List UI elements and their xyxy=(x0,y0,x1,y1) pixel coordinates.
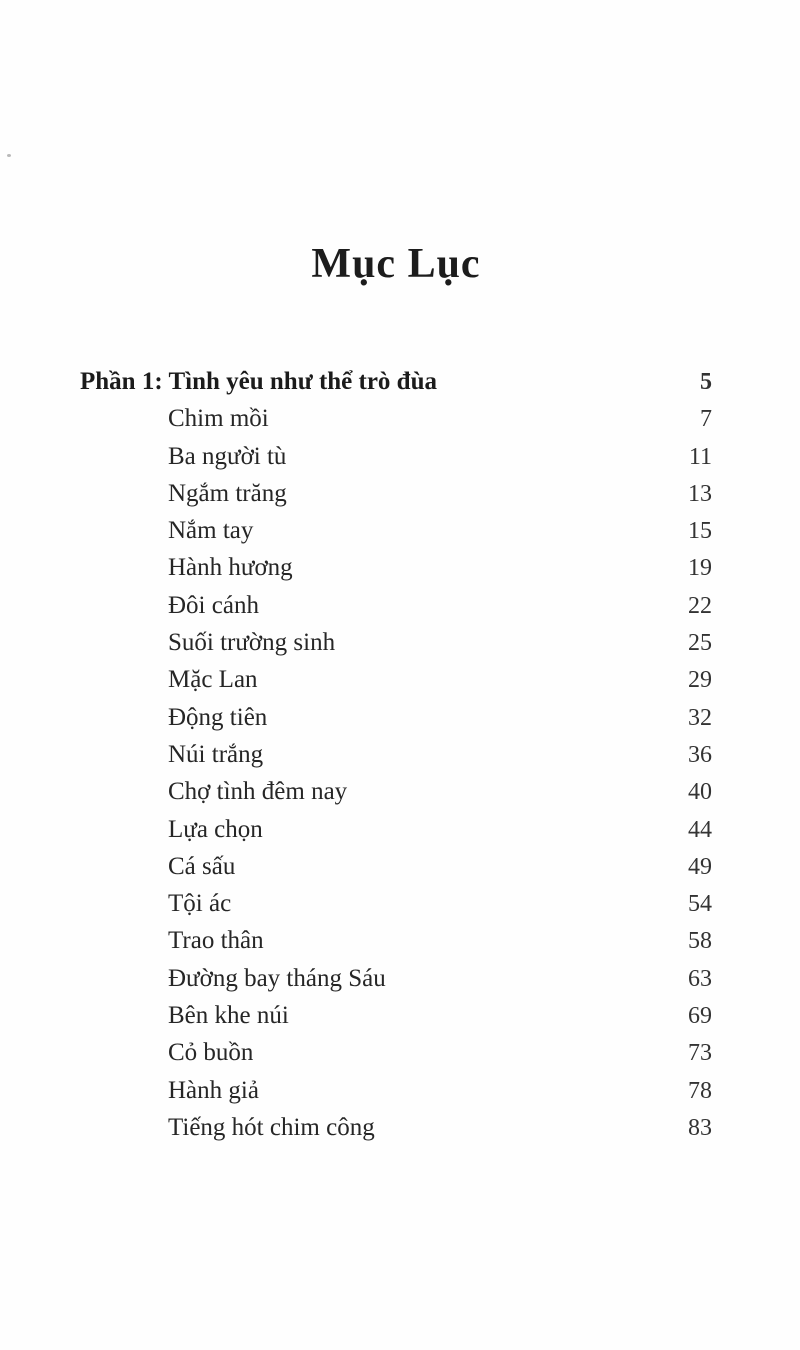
toc-part-row xyxy=(80,363,712,400)
toc-part-label: Phần 1: Tình yêu như thể trò đùa xyxy=(80,368,437,395)
toc-entry-page-number: 36 xyxy=(688,741,712,768)
toc-entry-title: Cỏ buồn xyxy=(168,1039,254,1067)
scan-artifact xyxy=(7,154,11,157)
toc-entry-title: Đường bay tháng Sáu xyxy=(168,964,386,992)
toc-entry-row xyxy=(80,624,712,661)
toc-entry-page-number: 83 xyxy=(688,1114,712,1141)
toc-entry-title: Bên khe núi xyxy=(168,1002,289,1030)
toc-entry-page-number: 29 xyxy=(688,667,712,694)
toc-entry-row xyxy=(80,475,712,512)
toc-entry-title: Đôi cánh xyxy=(168,591,259,619)
toc-entry-row xyxy=(80,848,712,885)
toc-entry-title: Ngắm trăng xyxy=(168,479,287,507)
toc-entry-row xyxy=(80,1072,712,1109)
toc-entry-title: Lựa chọn xyxy=(168,815,263,843)
toc-entry-page-number: 78 xyxy=(688,1077,712,1104)
toc-entry-title: Suối trường sinh xyxy=(168,629,336,657)
toc-entry-page-number: 15 xyxy=(688,518,712,545)
page-title: Mục Lục xyxy=(311,241,481,287)
toc-entry-row xyxy=(80,773,712,810)
toc-entry-page-number: 49 xyxy=(688,853,712,880)
toc-entry-row xyxy=(80,400,712,437)
toc-part-page-number: 5 xyxy=(700,369,712,395)
toc-entry-row xyxy=(80,512,712,549)
toc-entry-row xyxy=(80,1109,712,1146)
toc-entry-page-number: 58 xyxy=(688,928,712,955)
toc-entry-page-number: 7 xyxy=(700,406,712,433)
toc-entry-row xyxy=(80,811,712,848)
toc-entry-page-number: 25 xyxy=(688,630,712,657)
toc-entry-row xyxy=(80,922,712,959)
toc-entry-page-number: 22 xyxy=(688,592,712,619)
toc-entry-title: Chim mồi xyxy=(168,405,269,433)
toc-entry-page-number: 40 xyxy=(688,779,712,806)
toc-entry-page-number: 19 xyxy=(688,555,712,582)
table-of-contents xyxy=(80,363,712,1146)
toc-entry-row xyxy=(80,960,712,997)
toc-entry-title: Tiếng hót chim công xyxy=(168,1113,375,1141)
toc-entry-title: Hành hương xyxy=(168,554,293,582)
toc-entry-title: Núi trắng xyxy=(168,740,264,768)
toc-entry-row xyxy=(80,549,712,586)
toc-entry-page-number: 11 xyxy=(688,443,712,470)
toc-entry-title: Nắm tay xyxy=(168,517,254,545)
toc-entry-title: Ba người tù xyxy=(168,442,287,470)
toc-entry-row xyxy=(80,661,712,698)
toc-entry-page-number: 69 xyxy=(688,1003,712,1030)
toc-entry-page-number: 32 xyxy=(688,704,712,731)
toc-entry-row xyxy=(80,885,712,922)
toc-entry-page-number: 73 xyxy=(688,1040,712,1067)
toc-entry-list xyxy=(80,400,712,1146)
toc-entry-page-number: 54 xyxy=(688,891,712,918)
toc-entry-page-number: 63 xyxy=(688,965,712,992)
toc-entry-row xyxy=(80,438,712,475)
toc-entry-row xyxy=(80,1034,712,1071)
toc-entry-title: Mặc Lan xyxy=(168,666,258,694)
toc-entry-row xyxy=(80,699,712,736)
toc-entry-title: Cá sấu xyxy=(168,852,236,880)
toc-entry-row xyxy=(80,587,712,624)
toc-entry-title: Chợ tình đêm nay xyxy=(168,778,348,806)
toc-entry-row xyxy=(80,997,712,1034)
toc-entry-title: Động tiên xyxy=(168,703,268,731)
toc-entry-page-number: 44 xyxy=(688,816,712,843)
toc-entry-page-number: 13 xyxy=(688,480,712,507)
toc-entry-title: Hành giả xyxy=(168,1076,259,1104)
toc-entry-row xyxy=(80,736,712,773)
toc-entry-title: Trao thân xyxy=(168,927,264,955)
toc-entry-title: Tội ác xyxy=(168,890,232,918)
